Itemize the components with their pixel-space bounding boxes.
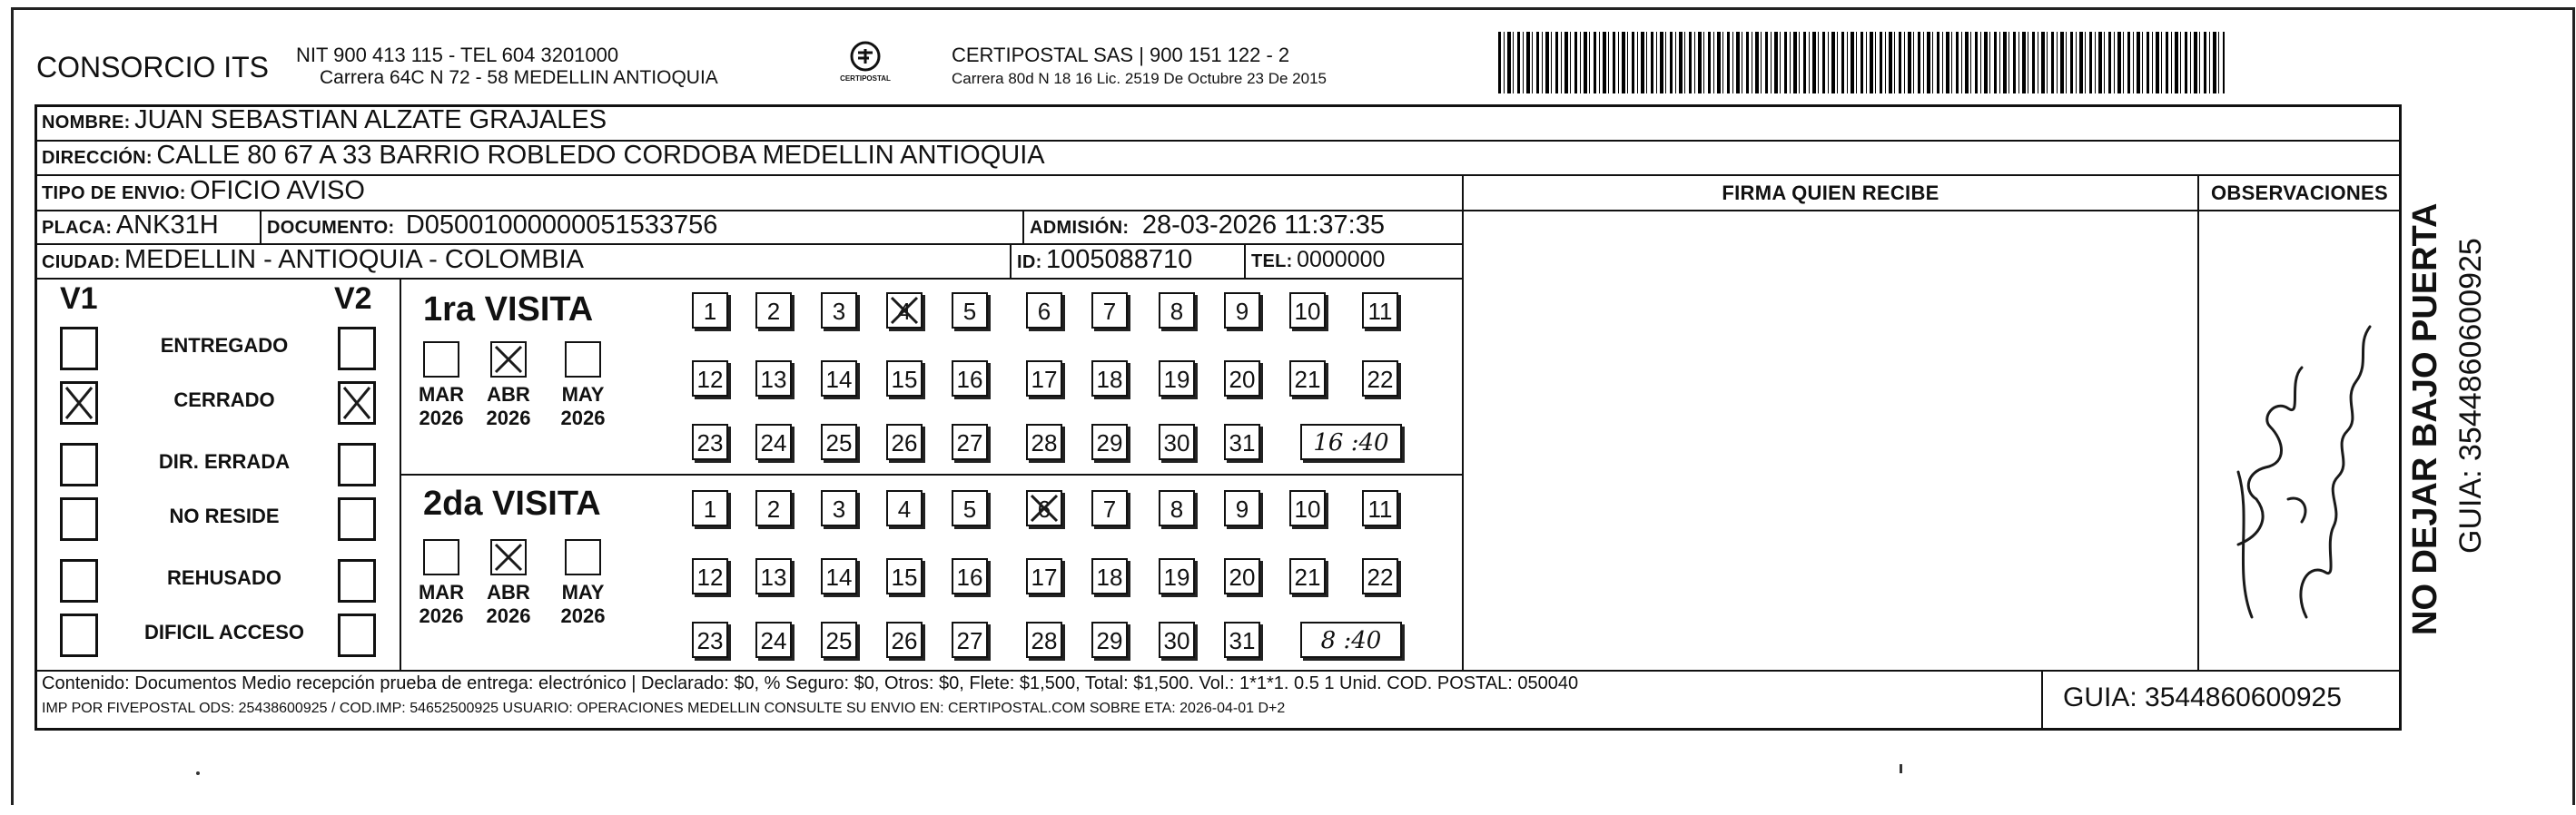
first-visit-day-20[interactable]: 20 [1224, 360, 1260, 397]
tipo-envio-row [42, 176, 365, 206]
second-visit-day-12[interactable]: 12 [692, 558, 728, 594]
first-visit-day-16[interactable]: 16 [952, 360, 988, 397]
second-visit-day-24[interactable]: 24 [755, 622, 792, 658]
month-name: MAR [418, 581, 465, 604]
first-visit-day-6[interactable]: 6 [1026, 292, 1062, 329]
first-visit-day-24[interactable]: 24 [755, 424, 792, 460]
certipostal-logo-icon [834, 40, 897, 96]
first-visit-day-15[interactable]: 15 [886, 360, 923, 397]
first-visit-day-19[interactable]: 19 [1159, 360, 1195, 397]
nombre-label: NOMBRE: [42, 113, 131, 133]
second-visit-day-29[interactable]: 29 [1091, 622, 1128, 658]
second-visit-day-27[interactable]: 27 [952, 622, 988, 658]
first-visit-day-17[interactable]: 17 [1026, 360, 1062, 397]
first-visit-month-checkbox[interactable] [423, 341, 459, 378]
first-visit-day-21[interactable]: 21 [1289, 360, 1326, 397]
company-nit: NIT 900 413 115 - TEL 604 3201000 [296, 44, 619, 66]
second-visit-day-17[interactable]: 17 [1026, 558, 1062, 594]
second-visit-day-5[interactable]: 5 [952, 490, 988, 526]
first-visit-day-31[interactable]: 31 [1224, 424, 1260, 460]
status-label: ENTREGADO [160, 334, 289, 357]
month-year: 2026 [486, 604, 531, 627]
month-year: 2026 [419, 407, 464, 429]
first-visit-day-7[interactable]: 7 [1091, 292, 1128, 329]
certipostal-logo [834, 40, 897, 96]
id-label: ID: [1017, 252, 1042, 272]
side-guia: GUIA: 3544860600925 [2453, 238, 2488, 554]
check-x-icon [492, 343, 525, 376]
certipostal-license: Carrera 80d N 18 16 Lic. 2519 De Octubre 23 De 2015 [952, 70, 1327, 87]
second-visit-day-13[interactable]: 13 [755, 558, 792, 594]
second-visit-day-26[interactable]: 26 [886, 622, 923, 658]
check-x-icon [63, 384, 95, 422]
barcode [1498, 32, 2225, 93]
second-visit-day-4[interactable]: 4 [886, 490, 923, 526]
first-visit-time[interactable]: 16 :40 [1300, 424, 1402, 460]
ciudad-label: CIUDAD: [42, 252, 121, 272]
second-visit-day-8[interactable]: 8 [1159, 490, 1195, 526]
second-visit-day-2[interactable]: 2 [755, 490, 792, 526]
second-visit-month-checkbox[interactable] [423, 539, 459, 575]
second-visit-day-18[interactable]: 18 [1091, 558, 1128, 594]
documento-label: DOCUMENTO: [267, 218, 395, 238]
first-visit-day-10[interactable]: 10 [1289, 292, 1326, 329]
status-label: REHUSADO [167, 566, 281, 589]
month-year: 2026 [560, 407, 606, 429]
second-visit-title: 2da VISITA [423, 485, 601, 523]
second-visit-day-23[interactable]: 23 [692, 622, 728, 658]
second-visit-day-16[interactable]: 16 [952, 558, 988, 594]
second-visit-day-19[interactable]: 19 [1159, 558, 1195, 594]
second-visit-day-7[interactable]: 7 [1091, 490, 1128, 526]
check-x-icon [492, 541, 525, 574]
company-name: CONSORCIO ITS [36, 51, 270, 83]
second-visit-day-1[interactable]: 1 [692, 490, 728, 526]
ciudad-field [42, 245, 584, 275]
placa-value: ANK31H [115, 211, 219, 240]
second-visit-time[interactable]: 8 :40 [1300, 622, 1402, 658]
ciudad-value: MEDELLIN - ANTIOQUIA - COLOMBIA [124, 245, 584, 274]
stray-dot [196, 771, 200, 775]
second-visit-day-31[interactable]: 31 [1224, 622, 1260, 658]
second-visit-day-22[interactable]: 22 [1362, 558, 1398, 594]
first-visit-day-29[interactable]: 29 [1091, 424, 1128, 460]
admision-field [1030, 211, 1385, 241]
second-visit-day-3[interactable]: 3 [821, 490, 857, 526]
first-visit-day-14[interactable]: 14 [821, 360, 857, 397]
nombre-value: JUAN SEBASTIAN ALZATE GRAJALES [134, 105, 607, 134]
first-visit-month-checkbox[interactable] [490, 341, 527, 378]
first-visit-day-1[interactable]: 1 [692, 292, 728, 329]
second-visit-day-6[interactable]: 6 [1026, 490, 1062, 526]
second-visit-month-label [551, 581, 615, 628]
direccion-row [42, 141, 1045, 171]
v1-header: V1 [60, 281, 98, 316]
second-visit-day-21[interactable]: 21 [1289, 558, 1326, 594]
first-visit-title: 1ra VISITA [423, 290, 594, 329]
admision-label: ADMISIÓN: [1030, 218, 1130, 238]
id-field [1017, 245, 1192, 275]
company-address: Carrera 64C N 72 - 58 MEDELLIN ANTIOQUIA [320, 67, 718, 88]
month-name: MAR [418, 383, 465, 406]
first-visit-day-4[interactable]: 4 [886, 292, 923, 329]
first-visit-day-27[interactable]: 27 [952, 424, 988, 460]
first-visit-day-26[interactable]: 26 [886, 424, 923, 460]
second-visit-day-20[interactable]: 20 [1224, 558, 1260, 594]
first-visit-day-5[interactable]: 5 [952, 292, 988, 329]
first-visit-day-22[interactable]: 22 [1362, 360, 1398, 397]
tipo-envio-value: OFICIO AVISO [190, 176, 365, 205]
admision-value: 28-03-2026 11:37:35 [1141, 211, 1385, 240]
tipo-envio-label: TIPO DE ENVIO: [42, 183, 186, 203]
footer-contenido: Contenido: Documentos Medio recepción prueba de entrega: electrónico | Declarado: $0, % Seguro: $0, Otros: $0, Flete: $1,500, Total: $1,500. Vol.: 1*1*1. 0.5 1 Unid. COD. POSTAL: 050040 [42, 673, 1579, 693]
first-visit-day-18[interactable]: 18 [1091, 360, 1128, 397]
first-visit-day-28[interactable]: 28 [1026, 424, 1062, 460]
second-visit-day-28[interactable]: 28 [1026, 622, 1062, 658]
first-visit-day-3[interactable]: 3 [821, 292, 857, 329]
check-x-icon [1028, 492, 1061, 525]
side-warning: NO DEJAR BAJO PUERTA [2406, 202, 2444, 635]
month-year: 2026 [419, 604, 464, 627]
placa-label: PLACA: [42, 218, 113, 238]
second-visit-day-25[interactable]: 25 [821, 622, 857, 658]
first-visit-day-11[interactable]: 11 [1362, 292, 1398, 329]
second-visit-day-15[interactable]: 15 [886, 558, 923, 594]
first-visit-day-2[interactable]: 2 [755, 292, 792, 329]
documento-value: D05001000000051533756 [405, 211, 718, 240]
first-visit-day-8[interactable]: 8 [1159, 292, 1195, 329]
second-visit-month-checkbox[interactable] [490, 539, 527, 575]
first-visit-month-label [477, 383, 540, 430]
month-name: MAY [561, 581, 605, 604]
second-visit-month-label [410, 581, 473, 628]
first-visit-day-25[interactable]: 25 [821, 424, 857, 460]
status-label: DIFICIL ACCESO [143, 621, 304, 643]
first-visit-month-label [410, 383, 473, 430]
second-visit-day-30[interactable]: 30 [1159, 622, 1195, 658]
second-visit-month-label [477, 581, 540, 628]
tel-value: 0000000 [1297, 247, 1386, 272]
first-visit-day-12[interactable]: 12 [692, 360, 728, 397]
tel-field [1251, 247, 1385, 273]
status-label: DIR. ERRADA [158, 450, 291, 473]
first-visit-day-13[interactable]: 13 [755, 360, 792, 397]
month-year: 2026 [486, 407, 531, 429]
second-visit-day-11[interactable]: 11 [1362, 490, 1398, 526]
certipostal-logo-text: CERTIPOSTAL [840, 74, 891, 83]
placa-field [42, 211, 219, 241]
direccion-label: DIRECCIÓN: [42, 148, 153, 168]
second-visit-day-10[interactable]: 10 [1289, 490, 1326, 526]
direccion-value: CALLE 80 67 A 33 BARRIO ROBLEDO CORDOBA MEDELLIN ANTIOQUIA [156, 141, 1045, 170]
first-visit-day-30[interactable]: 30 [1159, 424, 1195, 460]
second-visit-month-checkbox[interactable] [565, 539, 601, 575]
month-name: ABR [487, 581, 530, 604]
status-label: CERRADO [173, 388, 275, 411]
first-visit-month-checkbox[interactable] [565, 341, 601, 378]
firma-header: FIRMA QUIEN RECIBE [1722, 182, 1939, 204]
documento-field [267, 211, 717, 241]
first-visit-day-23[interactable]: 23 [692, 424, 728, 460]
id-value: 1005088710 [1046, 245, 1193, 274]
month-name: ABR [487, 383, 530, 406]
footer-guia: GUIA: 3544860600925 [2063, 682, 2342, 712]
tel-label: TEL: [1251, 251, 1293, 271]
status-label: NO RESIDE [169, 505, 280, 527]
check-x-icon [888, 294, 921, 327]
second-visit-day-14[interactable]: 14 [821, 558, 857, 594]
stray-dot [1900, 764, 1902, 773]
month-year: 2026 [560, 604, 606, 627]
observaciones-header: OBSERVACIONES [2210, 182, 2388, 204]
v2-header: V2 [334, 281, 372, 316]
month-name: MAY [561, 383, 605, 406]
first-visit-month-label [551, 383, 615, 430]
first-visit-day-9[interactable]: 9 [1224, 292, 1260, 329]
certipostal-line: CERTIPOSTAL SAS | 900 151 122 - 2 [952, 44, 1290, 66]
footer-imp: IMP POR FIVEPOSTAL ODS: 25438600925 / COD.IMP: 54652500925 USUARIO: OPERACIONES MEDELLIN CONSULTE SU ENVIO EN: CERTIPOSTAL.COM SOBRE ETA: 2026-04-01 D+2 [42, 701, 1286, 716]
nombre-row [42, 105, 607, 135]
second-visit-day-9[interactable]: 9 [1224, 490, 1260, 526]
